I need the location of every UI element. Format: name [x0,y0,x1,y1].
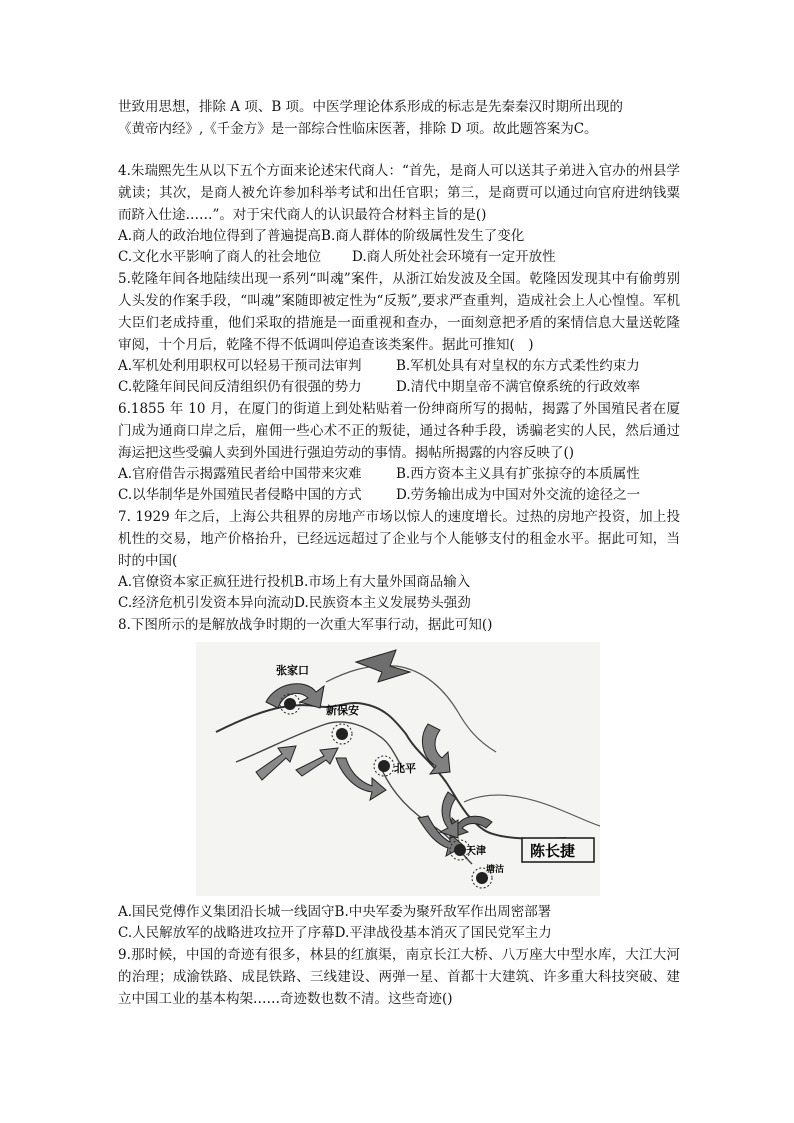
question-5-option-c: C.乾隆年间民间反清组织仍有很强的势力 [118,379,362,395]
question-8-option-a: A.国民党傅作义集团沿长城一线固守 [118,904,335,920]
label-tianjin: 天津 [466,846,486,857]
question-4-option-b: B.商人群体的阶级属性发生了变化 [321,228,525,244]
question-7-option-d: D.民族资本主义发展势头强劲 [294,595,471,611]
question-8-stem: 8.下图所示的是解放战争时期的一次重大军事行动，据此可知() [118,617,493,633]
question-7-stem: 7. 1929 年之后，上海公共租界的房地产市场以惊人的速度增长。过热的房地产投资，加上投机性的交易，地产价格抬升，已经远远超过了企业与个人能够支付的租金水平。据此可知，当时的中国( [118,509,680,569]
question-7-options-row-2 [118,593,680,614]
question-4-options-row-1 [118,226,680,247]
question-8-option-d: D.平津战役基本消灭了国民党军主力 [334,925,552,941]
question-4-stem: 4.朱瑞熙先生从以下五个方面来论述宋代商人：“首先，是商人可以送其子弟进入官办的州县学就读；其次，是商人被允许参加科举考试和出任官职；第三，是商贾可以通过向官府进纳钱粟而跻入仕途……”。对于宋代商人的认识最符合材料主旨的是() [118,163,680,223]
question-6-option-b: B.西方资本主义具有扩张掠夺的本质属性 [396,466,640,482]
question-7-option-a: A.官僚资本家正疯狂进行投机 [118,574,295,590]
label-chenchangjie: 陈长捷 [530,842,576,860]
question-6-option-c: C.以华制华是外国殖民者侵略中国的方式 [118,487,362,503]
question-7-option-c: C.经济危机引发资本异向流动 [118,595,295,611]
question-5-option-b: B.军机处具有对皇权的东方式柔性约束力 [396,358,640,374]
question-6-options-row-1 [118,464,680,485]
question-5-options-row-1 [118,356,680,377]
question-5-stem: 5.乾隆年间各地陆续出现一系列“叫魂”案件，从浙江始发波及全国。乾隆因发现其中有偷剪别人头发的作案手段，“叫魂”案随即被定性为“反叛”,要求严查重判，造成社会上人心惶惶。军机大臣们老成持重，他们采取的措施是一面重视和查办，一面刻意把矛盾的案情信息大量送乾隆审阅，十个月后，乾隆不得不低调叫停追查该类案件。据此可推知( ) [118,271,680,353]
answer-explanation-line-1: 世致用思想，排除 A 项、B 项。中医学理论体系形成的标志是先秦秦汉时期所出现的 [118,99,624,115]
question-4-option-d: D.商人所处社会环境有一定开放性 [352,249,556,265]
label-beiping: 北平 [394,762,416,775]
question-6-stem: 6.1855 年 10 月，在厦门的街道上到处粘贴着一份绅商所写的揭帖，揭露了外国殖民者在厦门成为通商口岸之后，雇佣一些心术不正的叛徒，通过各种手段，诱骗老实的人民，然后通过海运把这些受骗人卖到外国进行强迫劳动的事情。揭帖所揭露的内容反映了() [118,401,680,461]
label-tanggu: 塘沽 [486,865,505,875]
question-5-options-row-2 [118,377,680,398]
question-8-options-row-1 [118,902,680,923]
question-7-options-row-1 [118,572,680,593]
answer-explanation-line-2: 《黄帝内经》,《千金方》是一部综合性临床医著，排除 D 项。故此题答案为C。 [118,121,598,137]
question-4-option-c: C.文化水平影响了商人的社会地位 [118,249,322,265]
question-8-option-b: B.中央军委为聚歼敌军作出周密部署 [334,904,552,920]
question-4-option-a: A.商人的政治地位得到了普遍提高 [118,228,322,244]
question-6-options-row-2 [118,485,680,506]
question-4-options-row-2 [118,247,680,268]
question-6-option-a: A.官府借告示揭露殖民者给中国带来灾难 [118,466,362,482]
pingjin-campaign-map [196,642,600,896]
question-6-option-d: D.劳务输出成为中国对外交流的途径之一 [396,487,641,503]
question-5-option-d: D.清代中期皇帝不满官僚系统的行政效率 [396,379,641,395]
question-9-stem: 9.那时候，中国的奇迹有很多，林县的红旗渠，南京长江大桥、八万座大中型水库，大江大河的治理；成渝铁路、成昆铁路、三线建设、两弹一星、首都十大建筑、许多重大科技突破、建立中国工业的基本构架……奇迹数也数不清。这些奇迹() [118,947,680,1007]
question-8-options-row-2 [118,923,680,944]
question-7-option-b: B.市场上有大量外国商品输入 [294,574,471,590]
label-xinbaoan: 新保安 [326,704,359,717]
label-zhangjiakou: 张家口 [276,664,309,677]
question-5-option-a: A.军机处利用职权可以轻易干预司法审判 [118,358,362,374]
exam-page [118,96,680,1010]
question-8-option-c: C.人民解放军的战略进攻拉开了序幕 [118,925,335,941]
